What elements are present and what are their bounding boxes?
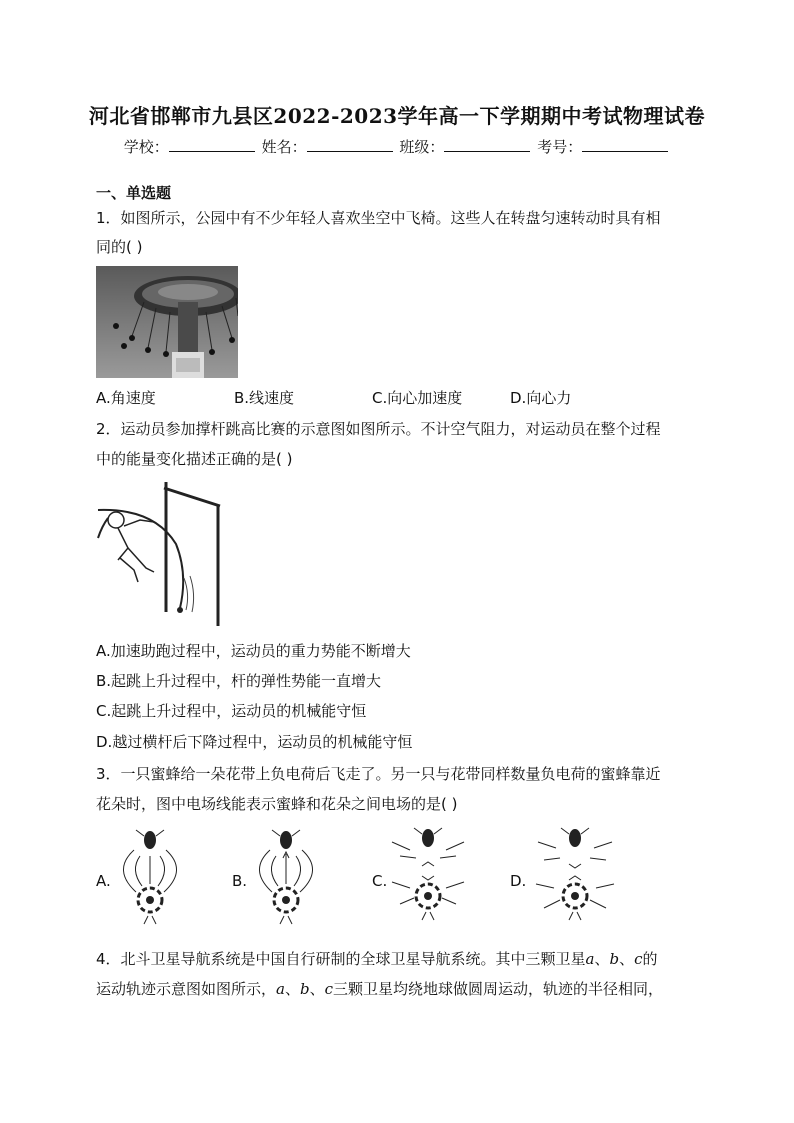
school-blank[interactable]: [169, 137, 255, 152]
q1-option-a[interactable]: A.角速度: [96, 389, 156, 407]
field-lines-option-c[interactable]: [386, 822, 470, 922]
q4-stem-line1: 4．北斗卫星导航系统是中国自行研制的全球卫星导航系统。其中三颗卫星a、b、c的: [96, 950, 658, 968]
q2-option-d[interactable]: D.越过横杆后下降过程中，运动员的机械能守恒: [96, 733, 413, 751]
q3-option-d-label[interactable]: D.: [510, 872, 527, 890]
exam-title: 河北省邯郸市九县区2022-2023学年高一下学期期中考试物理试卷: [88, 104, 706, 128]
school-label: 学校：: [123, 138, 169, 156]
name-label: 姓名：: [261, 138, 307, 156]
q3-stem-line1: 3．一只蜜蜂给一朵花带上负电荷后飞走了。另一只与花带同样数量负电荷的蜜蜂靠近: [96, 765, 661, 783]
q4-stem-line2: 运动轨迹示意图如图所示，a、b、c三颗卫星均绕地球做圆周运动，轨迹的半径相同，: [96, 980, 664, 998]
q1-option-d[interactable]: D.向心力: [510, 389, 572, 407]
exam-number-blank[interactable]: [582, 137, 668, 152]
q4-var-c: c: [634, 950, 643, 968]
q4-var-b: b: [609, 950, 620, 968]
swing-ride-photo: [96, 266, 238, 378]
q2-stem-line1: 2．运动员参加撑杆跳高比赛的示意图如图所示。不计空气阻力，对运动员在整个过程: [96, 420, 661, 438]
exam-number-label: 考号：: [537, 138, 583, 156]
q4-var-a-2: a: [276, 980, 285, 998]
q3-option-a-label[interactable]: A.: [96, 872, 111, 890]
q3-option-b-label[interactable]: B.: [232, 872, 248, 890]
q4-line1-end: 的: [642, 950, 658, 968]
class-blank[interactable]: [444, 137, 530, 152]
field-lines-option-b[interactable]: [244, 826, 328, 926]
q1-stem-line2: 同的( ): [96, 238, 143, 256]
section-heading: 一、单选题: [96, 184, 172, 202]
q4-line1-text: 4．北斗卫星导航系统是中国自行研制的全球卫星导航系统。其中三颗卫星: [96, 950, 586, 968]
q4-line2-text: 运动轨迹示意图如图所示，: [96, 980, 277, 998]
field-lines-option-a[interactable]: [108, 826, 192, 926]
q1-stem-line1: 1．如图所示，公园中有不少年轻人喜欢坐空中飞椅。这些人在转盘匀速转动时具有相: [96, 209, 661, 227]
q3-option-c-label[interactable]: C.: [372, 872, 388, 890]
q1-option-c[interactable]: C.向心加速度: [372, 389, 463, 407]
q4-var-a: a: [585, 950, 595, 968]
q2-option-c[interactable]: C.起跳上升过程中，运动员的机械能守恒: [96, 702, 367, 720]
q2-option-a[interactable]: A.加速助跑过程中，运动员的重力势能不断增大: [96, 642, 411, 660]
q4-var-c-2: c: [324, 980, 334, 998]
name-blank[interactable]: [307, 137, 393, 152]
field-lines-option-d[interactable]: [530, 822, 620, 922]
q4-var-b-2: b: [299, 980, 310, 998]
q2-option-b[interactable]: B.起跳上升过程中，杆的弹性势能一直增大: [96, 672, 382, 690]
student-info-row: [0, 136, 794, 157]
q4-line2-end: 三颗卫星均绕地球做圆周运动，轨迹的半径相同，: [333, 980, 664, 998]
pole-vault-figure: [94, 478, 224, 628]
class-label: 班级：: [399, 138, 445, 156]
q1-option-b[interactable]: B.线速度: [234, 389, 295, 407]
q2-stem-line2: 中的能量变化描述正确的是( ): [96, 450, 293, 468]
q3-stem-line2: 花朵时，图中电场线能表示蜜蜂和花朵之间电场的是( ): [96, 795, 458, 813]
